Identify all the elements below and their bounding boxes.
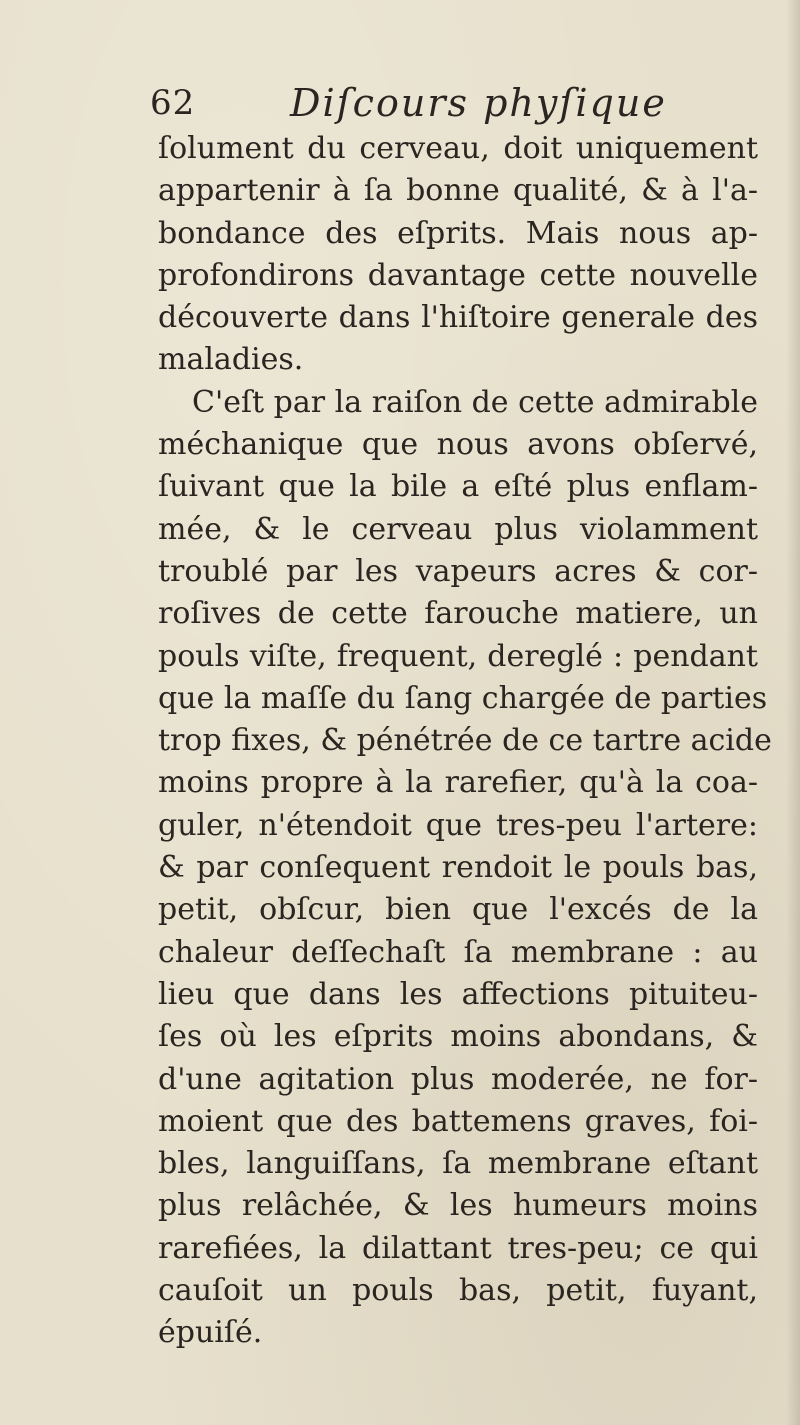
text-line: chaleur deſſechaſt ſa membrane : au (158, 934, 758, 970)
text-line: troublé par les vapeurs acres & cor- (158, 553, 758, 589)
text-line: roſives de cette farouche matiere, un (158, 596, 758, 632)
text-line: plus relâchée, & les humeurs moins (158, 1188, 758, 1224)
text-line: appartenir à ſa bonne qualité, & à l'a- (158, 173, 758, 209)
text-line: cauſoit un pouls bas, petit, fuyant, (158, 1273, 758, 1309)
text-line: maladies. (158, 342, 304, 378)
page-header (150, 78, 750, 128)
text-line: & par conſequent rendoit le pouls bas, (158, 850, 758, 886)
text-line: moins propre à la rarefier, qu'à la coa- (158, 765, 758, 801)
text-line: ſolument du cerveau, doit uniquement (158, 131, 758, 166)
text-line: ſes où les eſprits moins abondans, & (158, 1019, 758, 1055)
text-line: pouls viſte, frequent, dereglé : pendant (158, 638, 758, 674)
text-line: petit, obſcur, bien que l'excés de la (158, 892, 758, 928)
text-line: ſuivant que la bile a eſté plus enflam- (158, 469, 758, 505)
text-line: profondirons davantage cette nouvelle (158, 257, 758, 293)
body-text (158, 128, 772, 1355)
text-line: guler, n'étendoit que tres-peu l'artere: (158, 807, 758, 843)
text-line: bondance des eſprits. Mais nous ap- (158, 215, 758, 251)
text-line: découverte dans l'hiſtoire generale des (158, 300, 758, 336)
text-line: C'eſt par la raiſon de cette admirable (192, 384, 758, 420)
text-line: que la maſſe du ſang chargée de parties (158, 680, 768, 716)
text-line: moient que des battemens graves, foi- (158, 1103, 758, 1139)
text-line: bles, languiſſans, ſa membrane eſtant (158, 1146, 758, 1182)
page-edge-shadow (786, 0, 800, 1425)
text-line: épuiſé. (158, 1315, 263, 1351)
text-line: méchanique que nous avons obſervé, (158, 427, 758, 463)
text-line: lieu que dans les affections pituiteu- (158, 976, 758, 1012)
text-line: mée, & le cerveau plus violamment (158, 511, 758, 547)
text-line: rarefiées, la dilattant tres-peu; ce qui (158, 1230, 758, 1266)
running-head: Diſcours phyſique (290, 81, 667, 125)
text-line: trop fixes, & pénétrée de ce tartre acide (158, 723, 772, 759)
page-number: 62 (150, 83, 196, 123)
text-line: d'une agitation plus moderée, ne for- (158, 1061, 758, 1097)
